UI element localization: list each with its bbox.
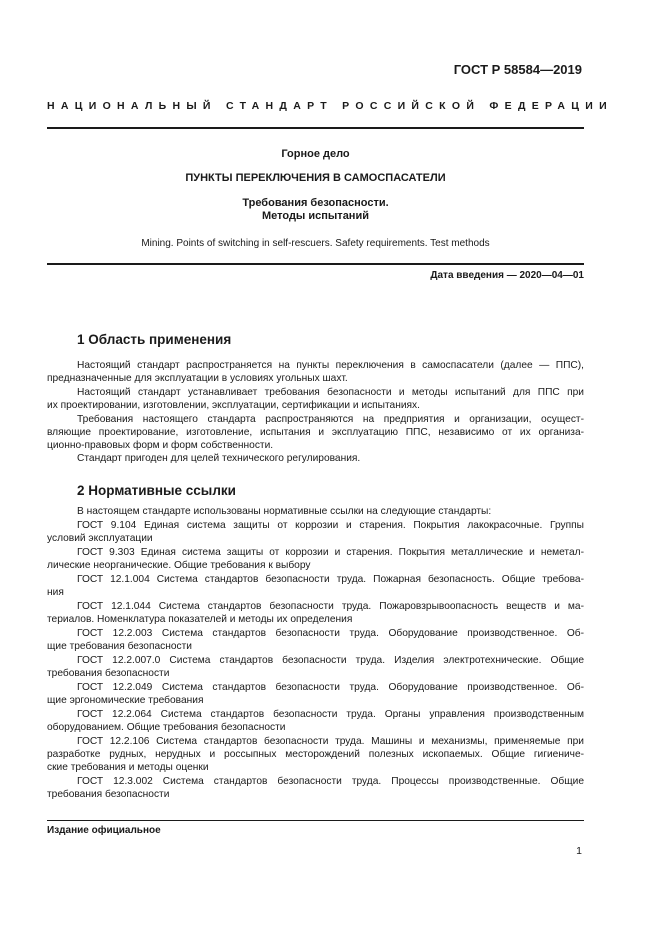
reference-line: требования безопасности	[47, 789, 170, 800]
paragraph-line: В настоящем стандарте использованы нормативные ссылки на следующие стандарты:	[77, 506, 492, 517]
english-title: Mining. Points of switching in self-rescuers. Safety requirements. Test methods	[141, 238, 490, 249]
national-standard-banner: НАЦИОНАЛЬНЫЙ СТАНДАРТ РОССИЙСКОЙ ФЕДЕРАЦИИ	[47, 100, 613, 112]
paragraph-line: их проектировании, изготовлении, эксплуатации, сертификации и испытаниях.	[47, 400, 420, 411]
reference-line: условий эксплуатации	[47, 533, 153, 544]
reference-line: ГОСТ 12.2.007.0 Система стандартов безопасности труда. Изделия электротехнические. Общие	[77, 655, 584, 666]
paragraph-line: ционно-правовых форм и форм собственности.	[47, 440, 274, 451]
reference-line: требования безопасности	[47, 668, 170, 679]
paragraph-line: Настоящий стандарт устанавливает требования безопасности и методы испытаний для ППС при	[77, 387, 584, 398]
reference-line: лические неорганические. Общие требования к выбору	[47, 560, 311, 571]
reference-line: ГОСТ 12.2.106 Система стандартов безопасности труда. Машины и механизмы, применяемые при	[77, 736, 584, 747]
reference-line: ния	[47, 587, 64, 598]
reference-line: ГОСТ 9.303 Единая система защиты от коррозии и старения. Покрытия металлические и неметал-	[77, 547, 584, 558]
edition-note: Издание официальное	[47, 825, 161, 836]
paragraph-line: Настоящий стандарт распространяется на пункты переключения в самоспасатели (далее — ППС),	[77, 360, 584, 371]
reference-line: оборудованием. Общие требования безопасности	[47, 722, 286, 733]
reference-line: щие требования безопасности	[47, 641, 192, 652]
reference-line: ские требования и методы оценки	[47, 762, 209, 773]
category-title: Горное дело	[281, 148, 350, 160]
document-number: ГОСТ Р 58584—2019	[453, 62, 582, 77]
paragraph-line: предназначенные для эксплуатации в условиях угольных шахт.	[47, 373, 348, 384]
reference-line: ГОСТ 12.1.004 Система стандартов безопасности труда. Пожарная безопасность. Общие требова-	[77, 574, 584, 585]
section-2-heading: 2 Нормативные ссылки	[77, 483, 236, 498]
subtitle-line-1: Требования безопасности.	[242, 197, 389, 209]
paragraph-line: вляющие проектирование, изготовление, испытания и эксплуатацию ППС, независимо от их организа-	[47, 427, 584, 438]
document-title: ПУНКТЫ ПЕРЕКЛЮЧЕНИЯ В САМОСПАСАТЕЛИ	[185, 172, 446, 184]
paragraph-line: Стандарт пригоден для целей технического регулирования.	[77, 453, 361, 464]
reference-line: ГОСТ 12.2.049 Система стандартов безопасности труда. Оборудование производственное. Об-	[77, 682, 584, 693]
reference-line: разработке рудных, нерудных и россыпных месторождений полезных ископаемых. Общие гигиениче-	[47, 749, 584, 760]
page-number: 1	[576, 845, 582, 857]
subtitle-line-2: Методы испытаний	[262, 210, 369, 222]
reference-line: ГОСТ 12.2.064 Система стандартов безопасности труда. Органы управления производственным	[77, 709, 584, 720]
reference-line: ГОСТ 12.2.003 Система стандартов безопасности труда. Оборудование производственное. Об-	[77, 628, 584, 639]
header-rule	[47, 127, 584, 129]
reference-line: ГОСТ 12.1.044 Система стандартов безопасности труда. Пожаровзрывоопасность веществ и ма-	[77, 601, 584, 612]
title-rule	[47, 263, 584, 265]
section-1-heading: 1 Область применения	[77, 332, 232, 347]
footer-rule	[47, 820, 584, 821]
reference-line: териалов. Номенклатура показателей и методы их определения	[47, 614, 353, 625]
reference-line: щие эргономические требования	[47, 695, 204, 706]
paragraph-line: Требования настоящего стандарта распространяются на предприятия и организации, осущест-	[77, 414, 584, 425]
reference-line: ГОСТ 9.104 Единая система защиты от коррозии и старения. Покрытия лакокрасочные. Группы	[77, 520, 584, 531]
introduction-date: Дата введения — 2020—04—01	[430, 270, 584, 281]
reference-line: ГОСТ 12.3.002 Система стандартов безопасности труда. Процессы производственные. Общие	[77, 776, 584, 787]
